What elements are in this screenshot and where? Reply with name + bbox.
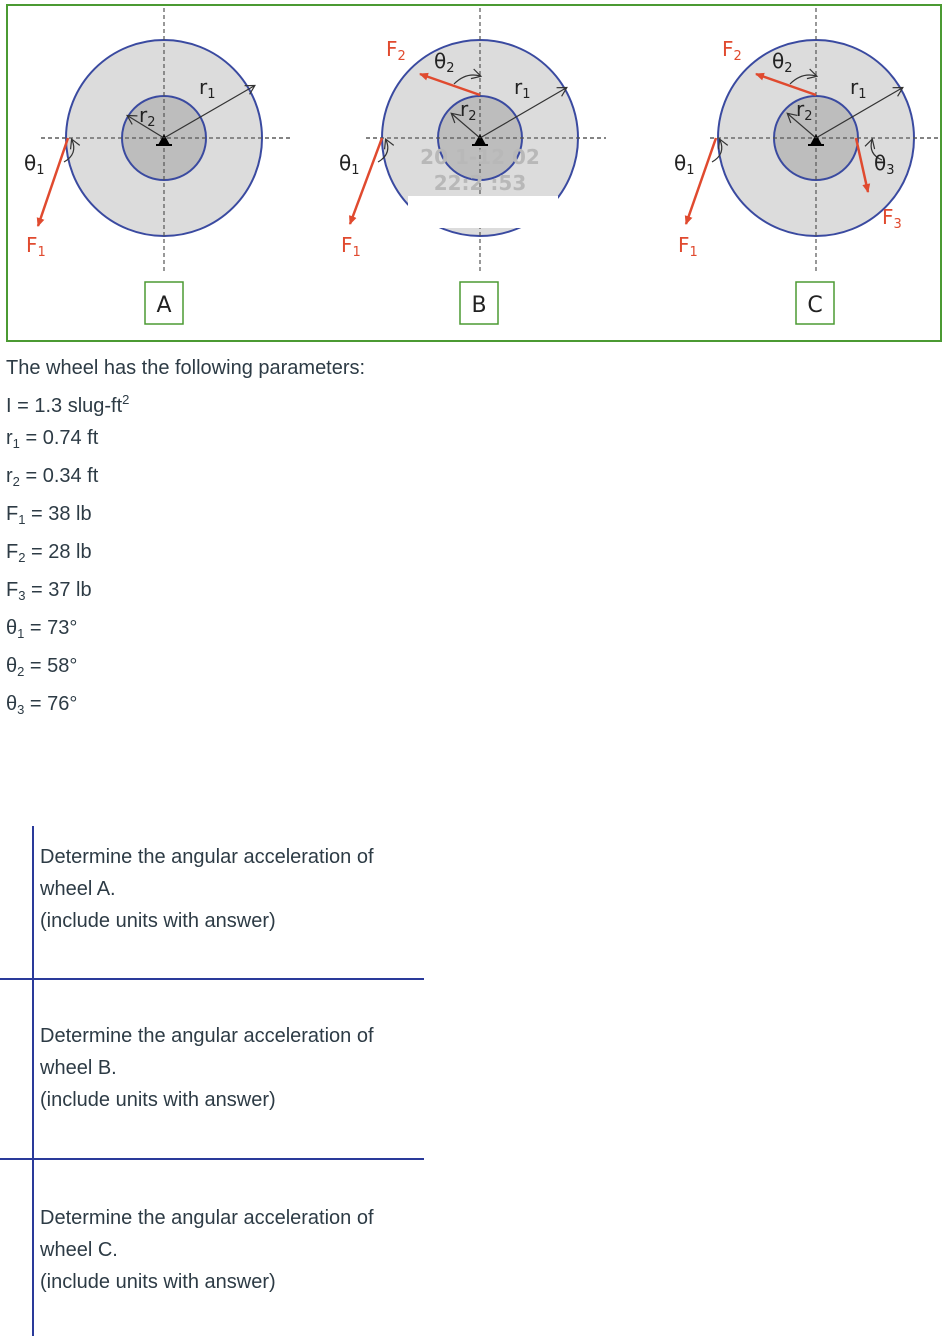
svg-text:r2: $r_2$: [139, 103, 156, 130]
wheel-b-label: B: [471, 293, 487, 318]
wheel-diagram: [6, 4, 942, 342]
param-r1: $r_1 = 0.74$ ft: [6, 427, 99, 451]
wheel-a-label: A: [156, 293, 172, 318]
param-f2: $F_2 = 28$ lb: [6, 541, 92, 565]
svg-text:F1: $F_1$: [341, 233, 361, 260]
param-theta3: $\theta_3 = 76^\circ$: [6, 693, 78, 717]
svg-text:r1: $r_1$: [850, 75, 867, 102]
wheel-c-label: C: [807, 293, 823, 318]
table-row-divider: [0, 1158, 424, 1160]
parameters-intro: The wheel has the following parameters:: [6, 357, 366, 379]
table-row-divider: [0, 978, 424, 980]
param-inertia: I = 1.3 slug-$ft^2$: [6, 392, 130, 417]
svg-text:F3: $F_3$: [882, 205, 902, 232]
svg-text:r1: $r_1$: [514, 75, 531, 102]
question-wheel-b: Determine the angular acceleration of wheel B. (include units with answer): [40, 1025, 374, 1111]
svg-text:θ1: $\theta_1$: [24, 151, 45, 178]
wheel-figure: [6, 4, 942, 342]
svg-text:r2: $r_2$: [796, 97, 813, 124]
svg-text:θ2: $\theta_2$: [434, 49, 455, 76]
questions-table: [0, 826, 424, 1336]
svg-text:r1: $r_1$: [199, 75, 216, 102]
param-f3: $F_3 = 37$ lb: [6, 579, 92, 603]
svg-text:F2: $F_2$: [722, 37, 742, 64]
watermark-line1: 20 1-12 02: [420, 145, 540, 169]
param-f1: $F_1 = 38$ lb: [6, 503, 92, 527]
svg-text:F1: $F_1$: [26, 233, 46, 260]
question-wheel-a: Determine the angular acceleration of wheel A. (include units with answer): [40, 846, 374, 932]
param-theta1: $\theta_1 = 73^\circ$: [6, 617, 78, 641]
param-theta2: $\theta_2 = 58^\circ$: [6, 655, 78, 679]
svg-text:θ2: $\theta_2$: [772, 49, 793, 76]
question-wheel-c: Determine the angular acceleration of wheel C. (include units with answer): [40, 1207, 374, 1293]
svg-text:F2: $F_2$: [386, 37, 406, 64]
parameters-block: [6, 352, 365, 726]
svg-text:θ1: $\theta_1$: [674, 151, 695, 178]
svg-text:θ3: $\theta_3$: [874, 151, 895, 178]
watermark-line2: 22:2 :53: [433, 171, 527, 195]
svg-text:θ1: $\theta_1$: [339, 151, 360, 178]
svg-text:F1: $F_1$: [678, 233, 698, 260]
param-r2: $r_2 = 0.34$ ft: [6, 465, 99, 489]
svg-text:r2: $r_2$: [460, 97, 477, 124]
watermark-mask: [408, 196, 558, 228]
